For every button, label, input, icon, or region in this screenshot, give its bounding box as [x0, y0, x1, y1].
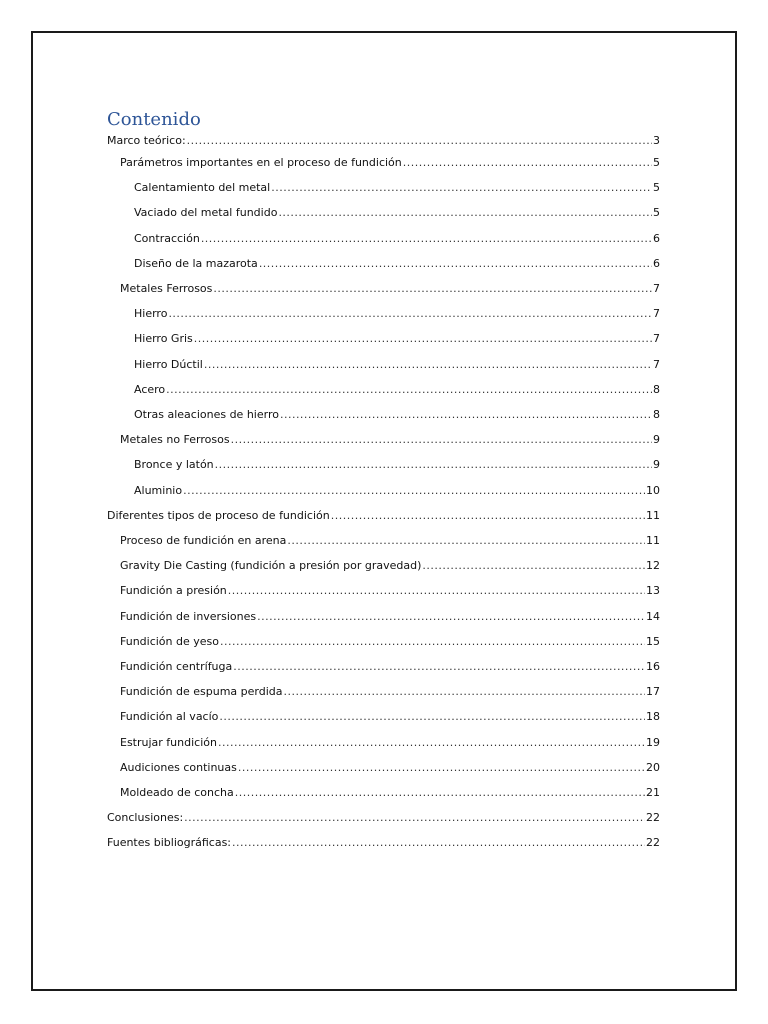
- toc-page-number: 12: [646, 559, 660, 573]
- toc-entry[interactable]: [107, 301, 660, 326]
- toc-entry[interactable]: [107, 326, 660, 351]
- toc-entry-text: Fundición al vacío: [120, 710, 219, 724]
- toc-entry-text: Metales no Ferrosos: [120, 433, 230, 447]
- toc-page-number: 11: [646, 508, 660, 522]
- dot-leader: [201, 226, 652, 251]
- toc-entry[interactable]: [107, 427, 660, 452]
- dot-leader: [183, 478, 645, 503]
- dot-leader: [403, 150, 652, 175]
- dot-leader: [220, 629, 645, 654]
- dot-leader: [280, 402, 652, 427]
- toc-entry-text: Fundición a presión: [120, 584, 227, 598]
- toc-entry[interactable]: [107, 150, 660, 175]
- toc-page-number: 13: [646, 584, 660, 598]
- toc-entry-text: Gravity Die Casting (fundición a presión por gravedad): [120, 559, 422, 573]
- toc-entry-text: Contracción: [134, 231, 200, 245]
- dot-leader: [422, 553, 645, 578]
- toc-entry-text: Bronce y latón: [134, 458, 214, 472]
- toc-entry[interactable]: [107, 276, 660, 301]
- toc-entry[interactable]: [107, 553, 660, 578]
- toc-page-number: 14: [646, 609, 660, 623]
- toc-entry-text: Fundición de inversiones: [120, 609, 257, 623]
- toc-page-number: 3: [653, 134, 660, 147]
- toc-entry[interactable]: [107, 578, 660, 603]
- toc-page-number: 21: [646, 786, 660, 800]
- toc-title: Contenido: [107, 109, 201, 130]
- toc-page-number: 9: [653, 458, 660, 472]
- dot-leader: [213, 276, 652, 301]
- table-of-contents: [107, 132, 660, 856]
- toc-entry[interactable]: [107, 679, 660, 704]
- toc-entry-text: Moldeado de concha: [120, 786, 234, 800]
- toc-entry-text: Hierro: [134, 307, 168, 321]
- toc-entry[interactable]: [107, 377, 660, 402]
- dot-leader: [231, 427, 652, 452]
- toc-entry[interactable]: [107, 604, 660, 629]
- toc-page-number: 18: [646, 710, 660, 724]
- toc-entry[interactable]: [107, 352, 660, 377]
- toc-entry-text: Conclusiones:: [107, 811, 184, 825]
- dot-leader: [287, 528, 645, 553]
- toc-entry-text: Fundición de yeso: [120, 634, 219, 648]
- dot-leader: [168, 301, 652, 326]
- dot-leader: [187, 132, 652, 150]
- dot-leader: [235, 780, 645, 805]
- toc-page-number: 22: [646, 811, 660, 825]
- toc-entry[interactable]: [107, 704, 660, 729]
- toc-entry-text: Fundición centrífuga: [120, 660, 233, 674]
- dot-leader: [232, 830, 645, 855]
- toc-page-number: 11: [646, 534, 660, 548]
- toc-entry[interactable]: [107, 503, 660, 528]
- toc-page-number: 7: [653, 332, 660, 346]
- dot-leader: [284, 679, 645, 704]
- toc-page-number: 17: [646, 685, 660, 699]
- toc-entry-text: Aluminio: [134, 483, 183, 497]
- toc-page-number: 5: [653, 156, 660, 169]
- toc-entry-text: Marco teórico:: [107, 134, 186, 147]
- toc-page-number: 8: [653, 408, 660, 422]
- toc-entry[interactable]: [107, 528, 660, 553]
- toc-entry-text: Otras aleaciones de hierro: [134, 408, 279, 422]
- toc-entry-text: Fundición de espuma perdida: [120, 685, 283, 699]
- dot-leader: [233, 654, 645, 679]
- toc-page-number: 15: [646, 634, 660, 648]
- toc-page-number: 9: [653, 433, 660, 447]
- toc-entry[interactable]: [107, 478, 660, 503]
- toc-entry[interactable]: [107, 629, 660, 654]
- toc-page-number: 10: [646, 483, 660, 497]
- toc-page-number: 20: [646, 760, 660, 774]
- dot-leader: [219, 704, 645, 729]
- toc-entry-text: Hierro Gris: [134, 332, 193, 346]
- toc-page-number: 7: [653, 282, 660, 296]
- toc-entry-text: Parámetros importantes en el proceso de fundición: [120, 156, 402, 169]
- dot-leader: [184, 805, 645, 830]
- toc-entry[interactable]: [107, 175, 660, 200]
- toc-page-number: 7: [653, 357, 660, 371]
- toc-entry-text: Estrujar fundición: [120, 735, 217, 749]
- dot-leader: [228, 578, 645, 603]
- toc-entry[interactable]: [107, 452, 660, 477]
- toc-entry[interactable]: [107, 780, 660, 805]
- dot-leader: [257, 604, 645, 629]
- toc-entry[interactable]: [107, 730, 660, 755]
- dot-leader: [166, 377, 652, 402]
- toc-page-number: 5: [653, 181, 660, 195]
- dot-leader: [238, 755, 645, 780]
- toc-page-number: 16: [646, 660, 660, 674]
- toc-page-number: 6: [653, 231, 660, 245]
- toc-entry-text: Proceso de fundición en arena: [120, 534, 287, 548]
- toc-page-number: 7: [653, 307, 660, 321]
- toc-page-number: 19: [646, 735, 660, 749]
- toc-entry-text: Metales Ferrosos: [120, 282, 213, 296]
- toc-page-number: 5: [653, 206, 660, 220]
- dot-leader: [278, 200, 652, 225]
- dot-leader: [331, 503, 645, 528]
- toc-page-number: 6: [653, 256, 660, 270]
- toc-entry-text: Audiciones continuas: [120, 760, 237, 774]
- dot-leader: [215, 452, 652, 477]
- toc-entry[interactable]: [107, 200, 660, 225]
- dot-leader: [194, 326, 652, 351]
- toc-entry-text: Acero: [134, 382, 166, 396]
- toc-entry[interactable]: [107, 402, 660, 427]
- toc-entry[interactable]: [107, 251, 660, 276]
- toc-entry[interactable]: [107, 830, 660, 855]
- toc-page-number: 8: [653, 382, 660, 396]
- toc-entry-text: Diferentes tipos de proceso de fundición: [107, 508, 330, 522]
- toc-entry[interactable]: [107, 755, 660, 780]
- toc-entry[interactable]: [107, 654, 660, 679]
- toc-page-number: 22: [646, 836, 660, 850]
- toc-entry-text: Fuentes bibliográficas:: [107, 836, 232, 850]
- toc-entry-text: Hierro Dúctil: [134, 357, 203, 371]
- toc-entry[interactable]: [107, 132, 660, 150]
- dot-leader: [204, 352, 652, 377]
- toc-entry-text: Vaciado del metal fundido: [134, 206, 278, 220]
- toc-entry[interactable]: [107, 226, 660, 251]
- dot-leader: [259, 251, 652, 276]
- toc-entry[interactable]: [107, 805, 660, 830]
- dot-leader: [218, 730, 645, 755]
- dot-leader: [271, 175, 652, 200]
- toc-entry-text: Calentamiento del metal: [134, 181, 271, 195]
- toc-entry-text: Diseño de la mazarota: [134, 256, 258, 270]
